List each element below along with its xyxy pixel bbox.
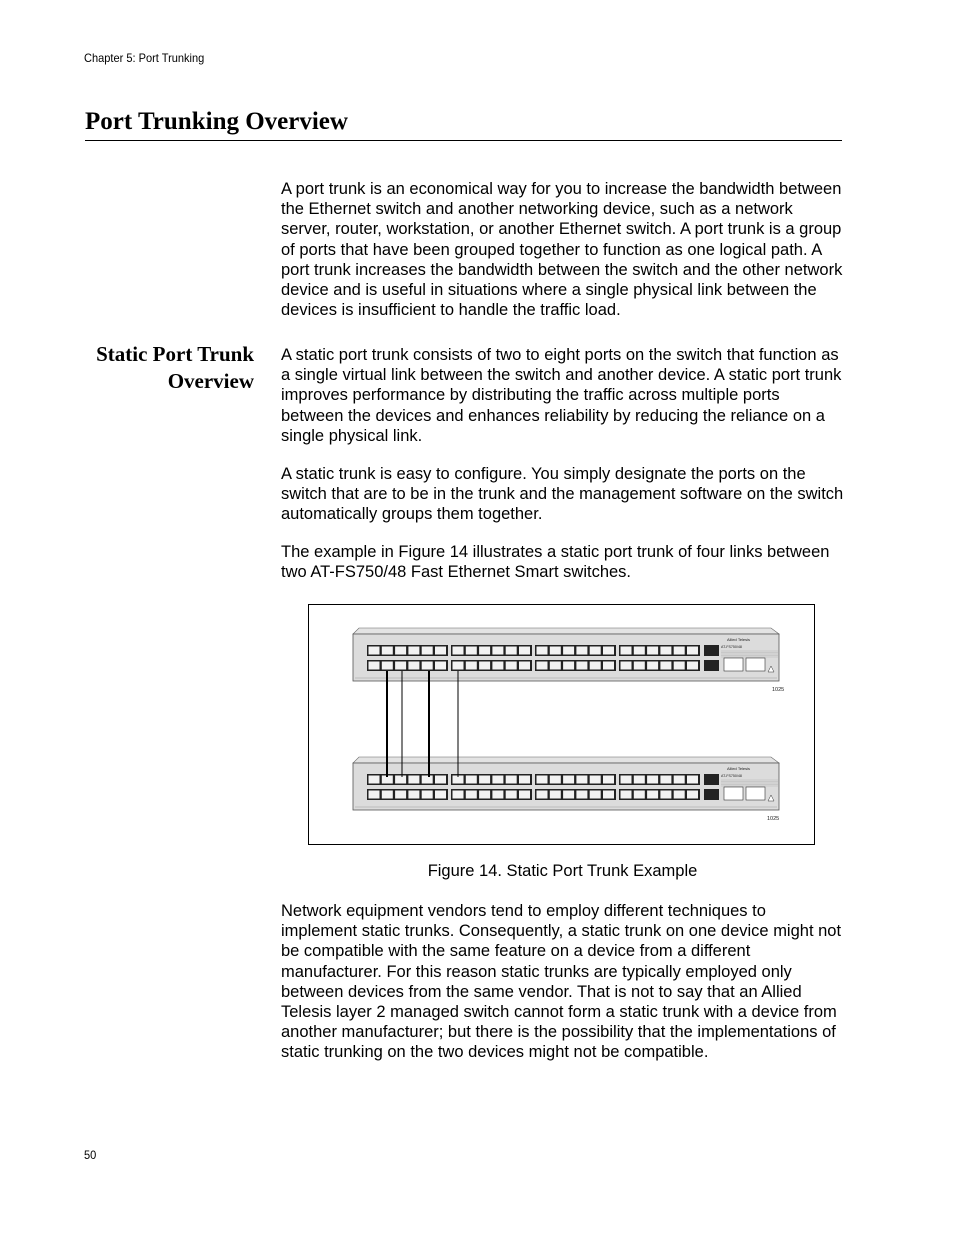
bottom-port: [647, 776, 658, 784]
page-title: Port Trunking Overview: [85, 108, 348, 135]
bottom-port: [660, 791, 671, 799]
bottom-port: [506, 776, 517, 784]
top-port: [492, 662, 503, 670]
top-port: [369, 647, 380, 655]
top-port: [453, 647, 464, 655]
page-number: 50: [84, 1148, 97, 1162]
top-port: [603, 647, 614, 655]
switch-top: [353, 628, 779, 681]
bottom-port: [537, 791, 548, 799]
bottom-port: [466, 776, 477, 784]
top-port: [395, 662, 406, 670]
top-port: [621, 647, 632, 655]
top-port: [479, 647, 490, 655]
bottom-port: [479, 791, 490, 799]
top-port: [506, 647, 517, 655]
bottom-port: [550, 776, 561, 784]
top-port: [369, 662, 380, 670]
switch-bottom: [353, 757, 779, 810]
top-port: [382, 662, 393, 670]
bottom-port: [550, 791, 561, 799]
top-chassis-top: [353, 628, 779, 634]
bottom-sfp-slot: [746, 787, 765, 800]
bottom-brand-label: Allied Telesis: [727, 766, 751, 771]
top-port: [422, 662, 433, 670]
top-port: [408, 647, 419, 655]
top-port: [519, 647, 530, 655]
top-uplink-port: [704, 660, 719, 671]
top-sfp-slot: [746, 658, 765, 671]
trunk-diagram: [309, 605, 816, 846]
top-port: [395, 647, 406, 655]
bottom-port: [408, 791, 419, 799]
bottom-uplink-port: [704, 789, 719, 800]
top-port: [621, 662, 632, 670]
bottom-port: [621, 776, 632, 784]
top-port: [647, 662, 658, 670]
bottom-port: [687, 791, 698, 799]
section-heading-line2: Overview: [167, 369, 254, 393]
bottom-port: [519, 791, 530, 799]
bottom-port: [382, 791, 393, 799]
section-heading-line1: Static Port Trunk: [96, 342, 254, 366]
title-rule: [85, 140, 842, 141]
running-header: Chapter 5: Port Trunking: [84, 51, 205, 65]
bottom-port: [466, 791, 477, 799]
top-port: [466, 662, 477, 670]
top-port: [576, 662, 587, 670]
bottom-port: [395, 791, 406, 799]
top-switch-code: 1025: [772, 687, 785, 693]
bottom-port: [435, 776, 446, 784]
top-uplink-port: [704, 645, 719, 656]
bottom-port: [563, 776, 574, 784]
bottom-port: [687, 776, 698, 784]
bottom-port: [408, 776, 419, 784]
bottom-port: [453, 791, 464, 799]
top-port: [466, 647, 477, 655]
bottom-port: [519, 776, 530, 784]
top-port: [382, 647, 393, 655]
top-port: [687, 662, 698, 670]
figure-caption: Figure 14. Static Port Trunk Example: [427, 862, 698, 880]
top-port: [634, 662, 645, 670]
intro-paragraph: A port trunk is an economical way for you to increase the bandwidth between the Ethernet switch and another networking device, such as a network server, router, workstation, or another Ethernet switch. A port trunk is a group of ports that have been grouped together to function as one logical path. A port trunk increases the bandwidth between the switch and the other network device and is useful in situations where a single physical link between the devices is insufficient to handle the traffic load.: [281, 180, 843, 320]
top-port: [603, 662, 614, 670]
bottom-port: [576, 776, 587, 784]
top-port: [408, 662, 419, 670]
bottom-port: [634, 791, 645, 799]
bottom-chassis-front: [353, 763, 779, 810]
top-port: [674, 662, 685, 670]
top-port: [435, 662, 446, 670]
bottom-port: [369, 776, 380, 784]
section-paragraph-2: A static trunk is easy to configure. You simply designate the ports on the switch that are to be in the trunk and the management software on the switch automatically groups them together.: [281, 465, 844, 524]
section-paragraph-3: The example in Figure 14 illustrates a static port trunk of four links between two AT-FS750/48 Fast Ethernet Smart switches.: [281, 543, 830, 582]
bottom-port: [621, 791, 632, 799]
top-port: [660, 662, 671, 670]
bottom-port: [422, 776, 433, 784]
section-heading: [60, 341, 254, 395]
top-model-label: AT-FS750/48: [721, 645, 742, 649]
bottom-chassis-top: [353, 757, 779, 763]
bottom-port: [435, 791, 446, 799]
top-port: [435, 647, 446, 655]
bottom-port: [492, 791, 503, 799]
bottom-model-label: AT-FS750/48: [721, 774, 742, 778]
bottom-port: [660, 776, 671, 784]
bottom-port: [369, 791, 380, 799]
top-port: [687, 647, 698, 655]
bottom-port: [395, 776, 406, 784]
bottom-port: [576, 791, 587, 799]
section-paragraph-1: A static port trunk consists of two to eight ports on the switch that function as a single virtual link between the switch and another device. A static port trunk improves performance by distributing the traffic across multiple ports between the devices and enhances reliability by reducing the reliance on a single physical link.: [281, 346, 842, 445]
bottom-port: [492, 776, 503, 784]
bottom-uplink-port: [704, 774, 719, 785]
top-port: [590, 662, 601, 670]
top-port: [550, 662, 561, 670]
bottom-port: [506, 791, 517, 799]
bottom-switch-code: 1025: [767, 816, 780, 822]
bottom-port: [634, 776, 645, 784]
top-port: [647, 647, 658, 655]
top-port: [674, 647, 685, 655]
top-port: [537, 662, 548, 670]
bottom-port: [563, 791, 574, 799]
top-port: [550, 647, 561, 655]
top-port: [479, 662, 490, 670]
top-port: [422, 647, 433, 655]
bottom-port: [422, 791, 433, 799]
top-chassis-front: [353, 634, 779, 681]
bottom-port: [537, 776, 548, 784]
top-brand-label: Allied Telesis: [727, 637, 751, 642]
top-port: [634, 647, 645, 655]
top-port: [590, 647, 601, 655]
top-port: [519, 662, 530, 670]
bottom-port: [674, 776, 685, 784]
top-port: [453, 662, 464, 670]
bottom-port: [647, 791, 658, 799]
top-sfp-slot: [724, 658, 743, 671]
top-port: [492, 647, 503, 655]
bottom-port: [479, 776, 490, 784]
closing-paragraph: Network equipment vendors tend to employ different techniques to implement static trunks. Consequently, a static trunk on one device might not be compatible with the same feature on a device from a different manufacturer. For this reason static trunks are typically employed only between devices from the same vendor. That is not to say that an Allied Telesis layer 2 managed switch cannot form a static trunk with a device from another manufacturer; but there is the possibility that the implementations of static trunking on the two devices might not be compatible.: [281, 902, 842, 1062]
top-port: [506, 662, 517, 670]
bottom-port: [603, 791, 614, 799]
figure-static-port-trunk: [308, 604, 815, 845]
top-port: [576, 647, 587, 655]
bottom-port: [674, 791, 685, 799]
top-port: [563, 662, 574, 670]
top-port: [537, 647, 548, 655]
top-port: [660, 647, 671, 655]
bottom-sfp-slot: [724, 787, 743, 800]
bottom-port: [590, 791, 601, 799]
bottom-port: [590, 776, 601, 784]
top-port: [563, 647, 574, 655]
bottom-port: [603, 776, 614, 784]
